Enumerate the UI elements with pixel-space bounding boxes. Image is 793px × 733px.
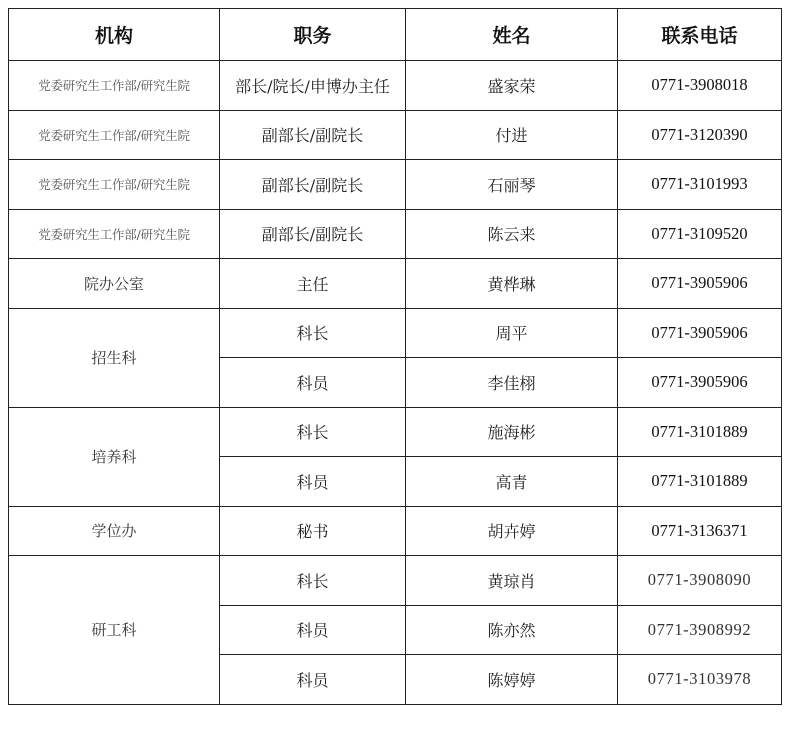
table-row — [9, 506, 782, 556]
phone-cell: 0771-3908018 — [618, 61, 782, 111]
position-cell: 科员 — [220, 358, 406, 408]
name-cell: 胡卉婷 — [406, 506, 618, 556]
position-cell: 部长/院长/申博办主任 — [220, 61, 406, 111]
position-cell: 主任 — [220, 259, 406, 309]
table-row — [9, 160, 782, 210]
name-cell: 陈云来 — [406, 209, 618, 259]
phone-cell: 0771-3908992 — [618, 605, 782, 655]
header-row — [9, 9, 782, 61]
org-cell: 党委研究生工作部/研究生院 — [9, 209, 220, 259]
position-cell: 科员 — [220, 655, 406, 705]
table-row — [9, 308, 782, 358]
org-cell: 学位办 — [9, 506, 220, 556]
org-cell: 院办公室 — [9, 259, 220, 309]
position-cell: 科员 — [220, 457, 406, 507]
phone-cell: 0771-3905906 — [618, 259, 782, 309]
phone-cell: 0771-3136371 — [618, 506, 782, 556]
phone-cell: 0771-3905906 — [618, 358, 782, 408]
org-cell: 党委研究生工作部/研究生院 — [9, 160, 220, 210]
name-cell: 陈婷婷 — [406, 655, 618, 705]
phone-cell: 0771-3101889 — [618, 407, 782, 457]
name-cell: 施海彬 — [406, 407, 618, 457]
phone-cell: 0771-3101889 — [618, 457, 782, 507]
column-header-phone: 联系电话 — [618, 9, 782, 61]
table-row — [9, 259, 782, 309]
phone-cell: 0771-3120390 — [618, 110, 782, 160]
name-cell: 李佳栩 — [406, 358, 618, 408]
position-cell: 科长 — [220, 556, 406, 606]
contact-table — [8, 8, 782, 705]
position-cell: 科长 — [220, 308, 406, 358]
table-row — [9, 61, 782, 111]
column-header-position: 职务 — [220, 9, 406, 61]
position-cell: 秘书 — [220, 506, 406, 556]
name-cell: 高青 — [406, 457, 618, 507]
name-cell: 付进 — [406, 110, 618, 160]
name-cell: 黄琼肖 — [406, 556, 618, 606]
name-cell: 盛家荣 — [406, 61, 618, 111]
table-row — [9, 556, 782, 606]
table-row — [9, 110, 782, 160]
position-cell: 副部长/副院长 — [220, 209, 406, 259]
position-cell: 科长 — [220, 407, 406, 457]
position-cell: 副部长/副院长 — [220, 160, 406, 210]
org-cell: 招生科 — [9, 308, 220, 407]
phone-cell: 0771-3103978 — [618, 655, 782, 705]
phone-cell: 0771-3908090 — [618, 556, 782, 606]
phone-cell: 0771-3905906 — [618, 308, 782, 358]
table-row — [9, 407, 782, 457]
org-cell: 研工科 — [9, 556, 220, 705]
column-header-org: 机构 — [9, 9, 220, 61]
name-cell: 周平 — [406, 308, 618, 358]
position-cell: 科员 — [220, 605, 406, 655]
org-cell: 党委研究生工作部/研究生院 — [9, 110, 220, 160]
position-cell: 副部长/副院长 — [220, 110, 406, 160]
name-cell: 黄桦琳 — [406, 259, 618, 309]
name-cell: 陈亦然 — [406, 605, 618, 655]
phone-cell: 0771-3109520 — [618, 209, 782, 259]
name-cell: 石丽琴 — [406, 160, 618, 210]
org-cell: 党委研究生工作部/研究生院 — [9, 61, 220, 111]
column-header-name: 姓名 — [406, 9, 618, 61]
table-row — [9, 209, 782, 259]
org-cell: 培养科 — [9, 407, 220, 506]
phone-cell: 0771-3101993 — [618, 160, 782, 210]
